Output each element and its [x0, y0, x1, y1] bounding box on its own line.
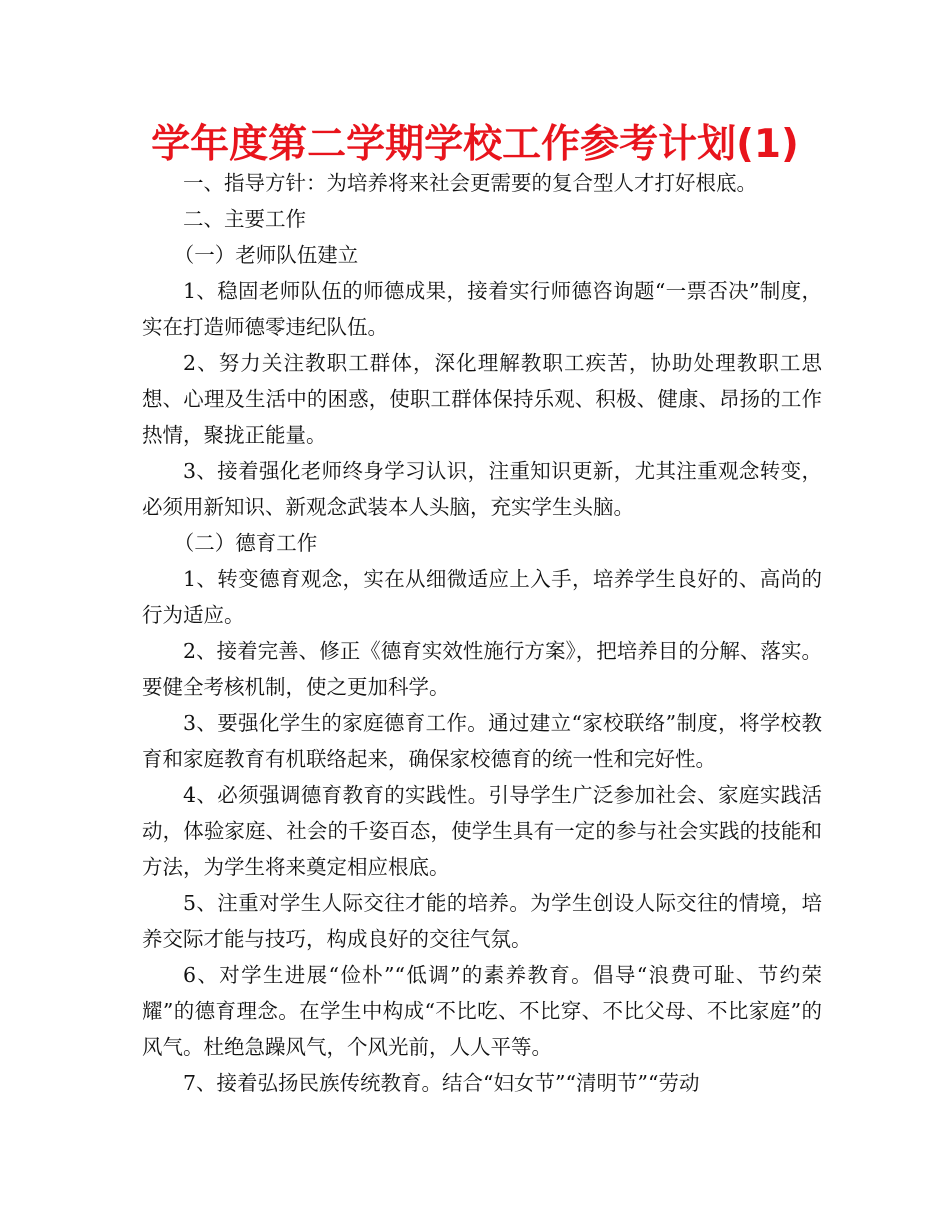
heading-teacher-team: （一）老师队伍建立 [173, 243, 359, 267]
heading-main-work: 二、主要工作 [183, 207, 306, 231]
paragraph: 3、要强化学生的家庭德育工作。通过建立“家校联络”制度，将学校教育和家庭教育有机联络起来，确保家校德育的统一性和完好性。 [142, 711, 822, 771]
paragraph: 4、必须强调德育教育的实践性。引导学生广泛参加社会、家庭实践活动，体验家庭、社会的千姿百态，使学生具有一定的参与社会实践的技能和方法，为学生将来奠定相应根底。 [142, 783, 822, 879]
paragraph: 2、接着完善、修正《德育实效性施行方案》，把培养目的分解、落实。要健全考核机制，使之更加科学。 [142, 639, 822, 699]
document-body [142, 165, 822, 1101]
paragraph: 1、稳固老师队伍的师德成果，接着实行师德咨询题“一票否决”制度，实在打造师德零违纪队伍。 [142, 279, 822, 339]
paragraph: 6、对学生进展“俭朴”“低调”的素养教育。倡导“浪费可耻、节约荣耀”的德育理念。在学生中构成“不比吃、不比穿、不比父母、不比家庭”的风气。杜绝急躁风气，个风光前，人人平等。 [142, 963, 822, 1059]
paragraph: 3、接着强化老师终身学习认识，注重知识更新，尤其注重观念转变，必须用新知识、新观念武装本人头脑，充实学生头脑。 [142, 459, 822, 519]
paragraph: 2、努力关注教职工群体，深化理解教职工疾苦，协助处理教职工思想、心理及生活中的困惑，使职工群体保持乐观、积极、健康、昂扬的工作热情，聚拢正能量。 [142, 351, 822, 447]
paragraph: 1、转变德育观念，实在从细微适应上入手，培养学生良好的、高尚的行为适应。 [142, 567, 822, 627]
paragraph: 5、注重对学生人际交往才能的培养。为学生创设人际交往的情境，培养交际才能与技巧，构成良好的交往气氛。 [142, 891, 822, 951]
paragraph: 7、接着弘扬民族传统教育。结合“妇女节”“清明节”“劳动 [183, 1071, 700, 1095]
document-title: 学年度第二学期学校工作参考计划(1) [151, 122, 799, 167]
paragraph-guiding-principle: 一、指导方针：为培养将来社会更需要的复合型人才打好根底。 [183, 171, 757, 195]
heading-moral-education: （二）德育工作 [173, 531, 318, 555]
